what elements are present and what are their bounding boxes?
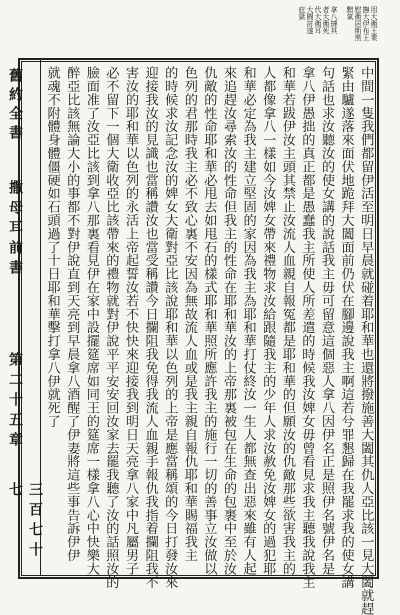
marginal-note: 拿八撻其 <box>330 6 338 34</box>
marginal-note: 大闘討遂 <box>306 6 314 34</box>
marginal-note: 撫大伊布王 <box>362 6 370 41</box>
book-name: 撒母耳前書 <box>7 180 23 280</box>
text-column: 拿八伊愚拙的真正都是愚蠢我主所使人所差遣的時候我汝婢女毋曾看見求我主聽我說我主 <box>299 66 315 589</box>
text-column: 害汝的耶和華以色列的永活上帝起誓汝若不快快來迎接我到明日天亮拿八家中凡屬男子 <box>123 66 138 576</box>
text-column: 和華若跋伊汝主頭其禁止汝流人血親自報冤都是耶和華的但願汝的仇敵那些欲害我主的 <box>279 66 295 576</box>
text-column: 迎接我汝的見識也當稱讚汝也當受稱讚今日攔阻我免得我流人血親手報仇我指着攔阻我不 <box>142 66 158 589</box>
marginal-note: 者大衛死 <box>322 6 330 34</box>
text-column: 的時候求汝記念汝的婢女大衛對亞比該說耶和華以色列的上帝是應當稱頌的今日打發汝來 <box>162 66 178 589</box>
text-column: 就魂不附體身體僵硬如石頭過了十日耶和華擊打拿八伊就死了 <box>44 66 60 428</box>
marginal-note: 黯氣 <box>346 6 354 20</box>
text-column: 句話也求汝聽汝的使女講的說話我主毋可留意這個惡人拿八因伊名正是照伊名號伊名是 <box>319 66 334 576</box>
running-header <box>4 62 43 574</box>
marginal-note: 代大衛耳 <box>314 6 322 34</box>
marginal-note: 用大衛王業 <box>370 6 378 41</box>
text-column: 緊由驢遂落來面伏地跪拜大闔面前仍伏在腳邊說我主啊這若兮罪懇歸在我罷求我的使女講 <box>338 66 354 589</box>
text-column: 臉面准了汝亞比該到拿八那裏看見伊在家中設擺筵席如同王的筵席一樣拿八心中快樂大 <box>83 66 99 576</box>
marginal-note: 庇獄 <box>298 6 306 20</box>
running-title: 舊約全書 <box>7 68 23 144</box>
chapter-label: 第二十五章 <box>7 352 23 452</box>
text-column: 中間一隻我們都留伊活至明日早晨就碰着耶和華也還將撥施善大闔其仇人亞比該一見大闔就趕 <box>358 66 374 615</box>
text-column: 色列的君那時我主必不致心裏不安因為無故流人血或是我主親自報仇耶和華賜福我主 <box>181 66 197 562</box>
text-column: 必不留下一個大衛收亞比該帶來的禮物就對伊說平平安安回汝家去罷我聽了汝的話照汝的 <box>103 66 119 589</box>
text-column: 人都像拿八一樣如今汝婢女帶來禮物求汝給跟隨我主的少年人求汝赦免汝婢女的過犯耶 <box>260 66 276 576</box>
page-number: 三百七十七 <box>7 482 43 562</box>
text-column: 醉亞比該無論大小的事都不對伊說直到天亮到早晨拿八酒醒了伊妻將這些事告訴伊伊 <box>64 66 80 562</box>
marginal-note: 慰衛居斯黑 <box>354 6 362 41</box>
text-column: 和華必定為我主建立堅固的家因為我主為耶和華打仗終汝一生人都無查出惡來雖有人起 <box>240 66 256 576</box>
text-column: 仇敵的性命耶和華必甩去如甩石的樣式耶和華照所應許我主的施行一切的善事立汝做以 <box>201 66 217 576</box>
text-column: 來追趕汝尋索汝的性命但我主的性命在耶和華汝的上帝那裏被包在生命的包裹中至於汝 <box>221 66 236 576</box>
